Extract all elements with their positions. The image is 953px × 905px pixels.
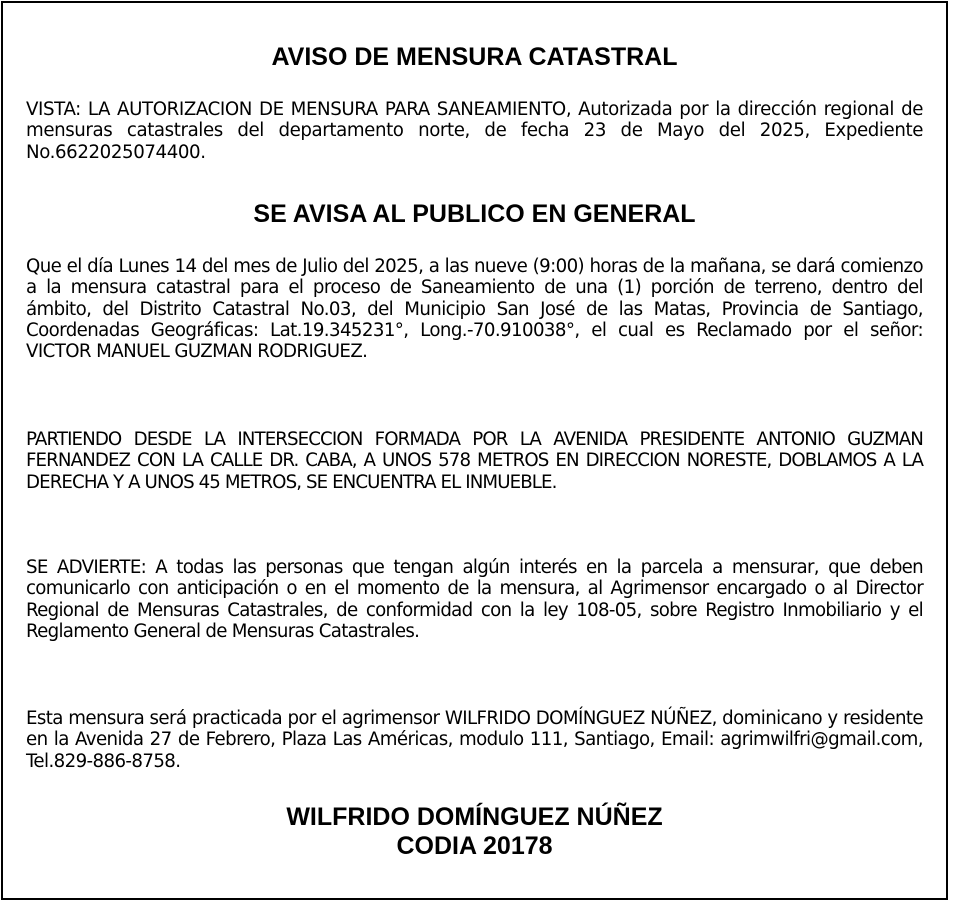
announcement-paragraph: Que el día Lunes 14 del mes de Julio del 2025, a las nueve (9:00) horas de la mañana, se dará comienzo a la mensura catastral para el proceso de Saneamiento de una (1) porción de terreno, dentro del ámbito, del Distrito Catastral No.03, del Municipio San José de las Matas, Provincia de Santiago, Coordenadas Geográficas: Lat.19.345231°, Long.-70.910038°, el cual es Reclamado por el señor: VICTOR MANUEL GUZMAN RODRIGUEZ.	[26, 256, 923, 363]
signature-name: WILFRIDO DOMÍNGUEZ NÚÑEZ	[286, 803, 663, 831]
signature-block	[3, 803, 946, 861]
public-heading: SE AVISA AL PUBLICO EN GENERAL	[253, 200, 696, 228]
signature-codia: CODIA 20178	[396, 832, 553, 860]
warning-paragraph: SE ADVIERTE: A todas las personas que tengan algún interés en la parcela a mensurar, que deben comunicarlo con anticipación o en el momento de la mensura, al Agrimensor encargado o al Director Regional de Mensuras Catastrales, de conformidad con la ley 108-05, sobre Registro Inmobiliario y el Reglamento General de Mensuras Catastrales.	[26, 557, 923, 642]
surveyor-paragraph: Esta mensura será practicada por el agrimensor WILFRIDO DOMÍNGUEZ NÚÑEZ, dominicano y residente en la Avenida 27 de Febrero, Plaza Las Américas, modulo 111, Santiago, Email: agrimwilfri@gmail.com, Tel.829-886-8758.	[26, 708, 923, 772]
directions-paragraph: PARTIENDO DESDE LA INTERSECCION FORMADA POR LA AVENIDA PRESIDENTE ANTONIO GUZMAN FERNANDEZ CON LA CALLE DR. CABA, A UNOS 578 METROS EN DIRECCION NORESTE, DOBLAMOS A LA DERECHA Y A UNOS 45 METROS, SE ENCUENTRA EL INMUEBLE.	[26, 429, 923, 493]
notice-title: AVISO DE MENSURA CATASTRAL	[271, 43, 678, 71]
vista-paragraph: VISTA: LA AUTORIZACION DE MENSURA PARA SANEAMIENTO, Autorizada por la dirección regional de mensuras catastrales del departamento norte, de fecha 23 de Mayo del 2025, Expediente No.6622025074400.	[26, 99, 923, 163]
notice-box	[1, 1, 948, 900]
